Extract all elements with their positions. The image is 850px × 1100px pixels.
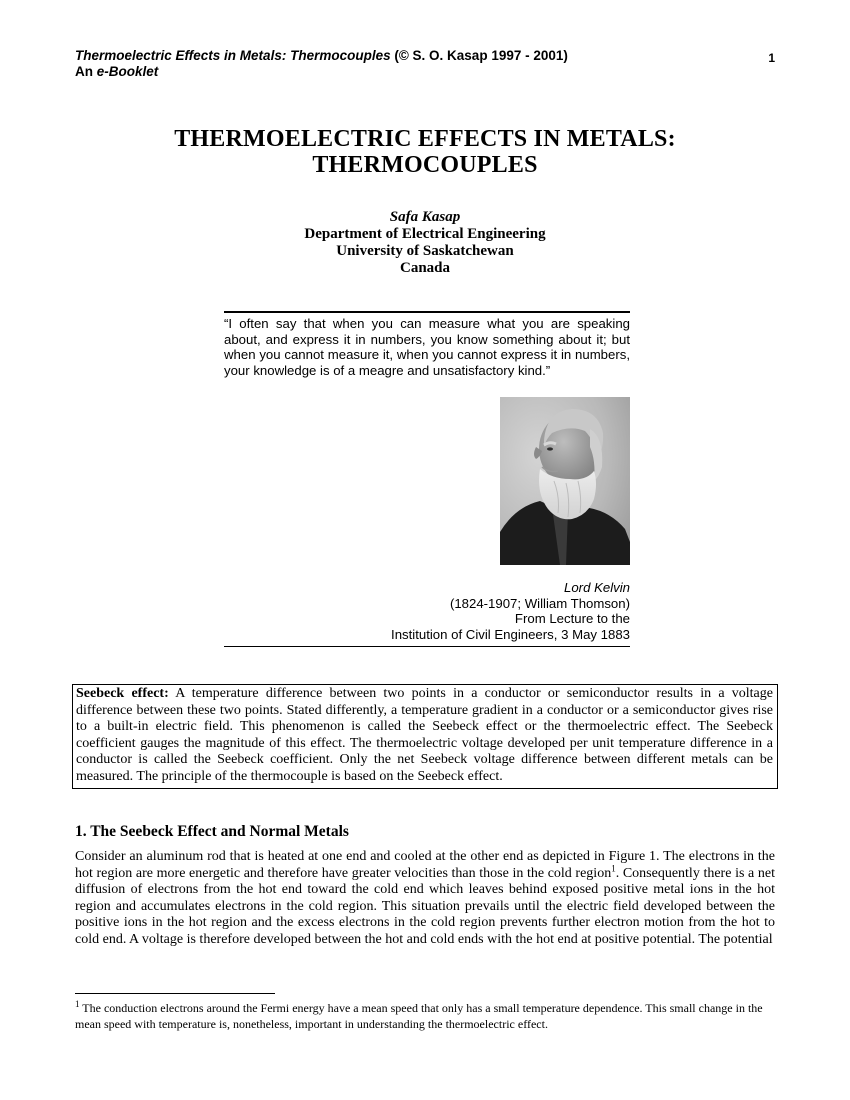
footnote <box>75 1000 775 1032</box>
header-ebooklet: e-Booklet <box>96 64 159 79</box>
header-line-1 <box>75 48 775 64</box>
seebeck-box-text: A temperature difference between two points in a conductor or semiconductor results in a voltage difference between these two points. Stated differently, a temperature gradient in a conductor or a semiconductor gives rise to a built-in electric field. This phenomenon is called the Seebeck effect or the thermoelectric effect. The Seebeck coefficient gauges the magnitude of this effect. The thermoelectric voltage developed per unit temperature difference in a conductor is called the Seebeck coefficient. Only the net Seebeck voltage difference between different metals can be measured. The principle of the thermocouple is based on the Seebeck effect. <box>76 686 773 784</box>
footnote-mark: 1 <box>75 999 80 1009</box>
footnote-separator <box>75 993 275 994</box>
title-line-1: THERMOELECTRIC EFFECTS IN METALS: <box>174 126 676 152</box>
header-copyright: (© S. O. Kasap 1997 - 2001) <box>390 48 568 63</box>
lord-kelvin-portrait <box>500 397 630 565</box>
header-prefix: An <box>75 64 97 79</box>
author-university: University of Saskatchewan <box>336 243 514 259</box>
epigraph <box>224 311 630 647</box>
body-paragraph-part-1: Consider an aluminum rod that is heated at one end and cooled at the other end as depicted in Figure 1. The electrons in the hot region are more energetic and therefore have greater velocities than those in the cold region <box>75 849 775 881</box>
title-line-2: THERMOCOUPLES <box>312 152 538 178</box>
page-number: 1 <box>768 51 775 65</box>
epigraph-attribution <box>224 580 630 646</box>
document-title <box>75 126 775 178</box>
footnote-text: The conduction electrons around the Fermi energy have a mean speed that only has a small temperature dependence. This small change in the mean speed with temperature is, nonetheless, important in understanding the thermoelectric effect. <box>75 1001 763 1031</box>
seebeck-box-lead: Seebeck effect: <box>76 686 169 701</box>
attribution-source-line-1: From Lecture to the <box>514 611 630 626</box>
author-name: Safa Kasap <box>389 209 461 225</box>
author-block <box>75 209 775 277</box>
header-line-2 <box>75 64 775 80</box>
body-paragraph-part-2: . Consequently there is a net diffusion of electrons from the hot end toward the cold end which leaves behind exposed positive metal ions in the hot region and accumulates electrons in the cold region. This situation prevails until the electric field developed between the positive ions in the hot region and the excess electrons in the cold region prevents further electron motion from the hot to cold end. A voltage is therefore developed between the hot and cold ends with the hot end at positive potential. The potential <box>75 865 775 947</box>
section-heading: 1. The Seebeck Effect and Normal Metals <box>75 823 349 840</box>
epigraph-quote: “I often say that when you can measure what you are speaking about, and express it in numbers, you know something about it; but when you cannot measure it, when you cannot express it in numbers, your knowledge is of a meagre and unsatisfactory kind.” <box>224 316 630 378</box>
author-country: Canada <box>399 260 451 276</box>
attribution-dates: (1824-1907; William Thomson) <box>449 595 630 611</box>
author-department: Department of Electrical Engineering <box>304 226 546 242</box>
seebeck-definition-box <box>72 684 778 789</box>
running-header <box>75 48 775 80</box>
attribution-name: Lord Kelvin <box>564 580 630 595</box>
footnote-reference: 1 <box>611 862 616 873</box>
attribution-source-line-2: Institution of Civil Engineers, 3 May 1883 <box>391 626 630 642</box>
header-book-title: Thermoelectric Effects in Metals: Thermocouples <box>75 48 391 63</box>
body-paragraph <box>75 849 775 949</box>
